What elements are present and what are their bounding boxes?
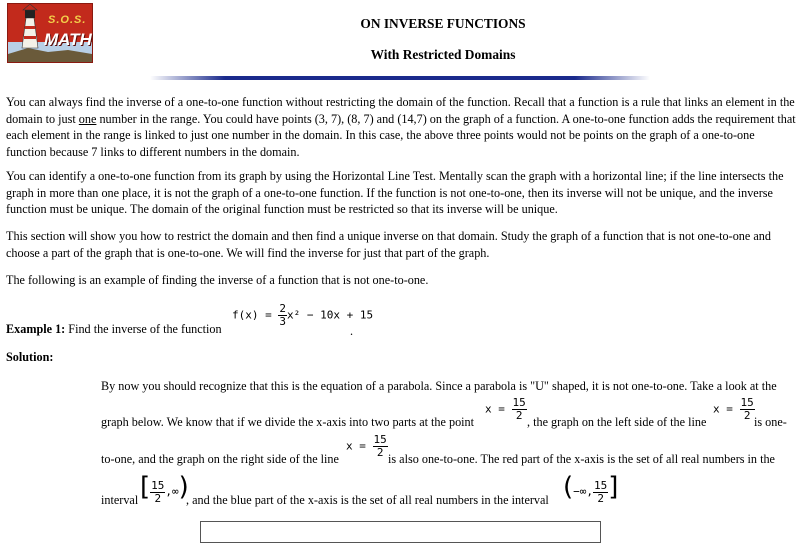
solution-line-3a: to-one, and the graph on the right side of the line: [101, 452, 339, 466]
logo-sos-text: S.O.S.: [48, 14, 87, 26]
solution-line-4a: interval: [101, 493, 139, 507]
solution-line-4b: , and the blue part of the x-axis is the set of all real numbers in the interval: [186, 493, 549, 507]
example-label: Example 1:: [6, 322, 66, 336]
x-equals-15-over-2-c: x = $\frac{15}{2}$: [346, 433, 387, 459]
solution-line-1: By now you should recognize that this is the equation of a parabola. Since a parabola is "U" shaped, it is not one-to-one. Take a look at the: [101, 379, 777, 393]
example-text: Find the inverse of the function: [65, 322, 222, 336]
title-divider: [150, 76, 650, 80]
example-1-line: [6, 321, 222, 338]
solution-line-3b: is also one-to-one. The red part of the x-axis is the set of all real numbers in the: [388, 452, 775, 466]
page-title: ON INVERSE FUNCTIONS: [360, 16, 526, 31]
logo-math-text: MATH: [44, 30, 92, 49]
function-formula: f(x) = $\frac{2}{3}$ x² − 10x + 15: [232, 302, 374, 328]
x-equals-15-over-2-a: x = $\frac{15}{2}$: [485, 396, 526, 422]
underlined-word: one: [78, 111, 97, 126]
paragraph-horizontal-line-test: You can identify a one-to-one function from its graph by using the Horizontal Line Test. Mentally scan the graph with a horizontal line; if the line intersects the graph in more than one place, it is not the graph of a one-to-one function. If the function is not one-to-one, then its inverse will not be unique, and the inverse function must be unique. The domain of the original function must be restricted so that its inverse will be unique.: [6, 169, 784, 217]
graph-frame: [200, 521, 601, 543]
x-equals-15-over-2-b: x = $\frac{15}{2}$: [713, 396, 754, 422]
solution-line-2c: is one-: [754, 415, 787, 429]
paragraph-example-intro: The following is an example of finding the inverse of a function that is not one-to-one.: [6, 273, 429, 287]
solution-line-2a: graph below. We know that if we divide the x-axis into two parts at the point: [101, 415, 475, 429]
interval-15-over-2-to-infinity: [ $\frac{15}{2}$ ,∞): [140, 472, 189, 505]
paragraph-restrict-domain: This section will show you how to restrict the domain and then find a unique inverse on that domain. Study the graph of a function that is not one-to-one and choose a part of the graph that is one-to-one. We will find the inverse for just that part of the graph.: [6, 229, 771, 260]
solution-line-2b: , the graph on the left side of the line: [527, 415, 707, 429]
paragraph-intro: You can always find the inverse of a one-to-one function without restricting the domain of the function. Recall that a function is a rule that links an element in the domain to just one number in the range. You could have points (3, 7), (8, 7) and (14,7) on the graph of a function. A one-to-one function adds the requirement that each element in the range is linked to just one number in the domain. In this case, the above three points would not be points on the graph of a one-to-one function because 7 links to different numbers in the domain.: [6, 95, 796, 159]
page-subtitle: With Restricted Domains: [370, 47, 516, 62]
formula-period: .: [350, 324, 354, 338]
solution-label: Solution:: [6, 350, 54, 364]
interval-neg-infinity-to-15-over-2: (−∞, $\frac{15}{2}$ ]: [563, 472, 619, 505]
